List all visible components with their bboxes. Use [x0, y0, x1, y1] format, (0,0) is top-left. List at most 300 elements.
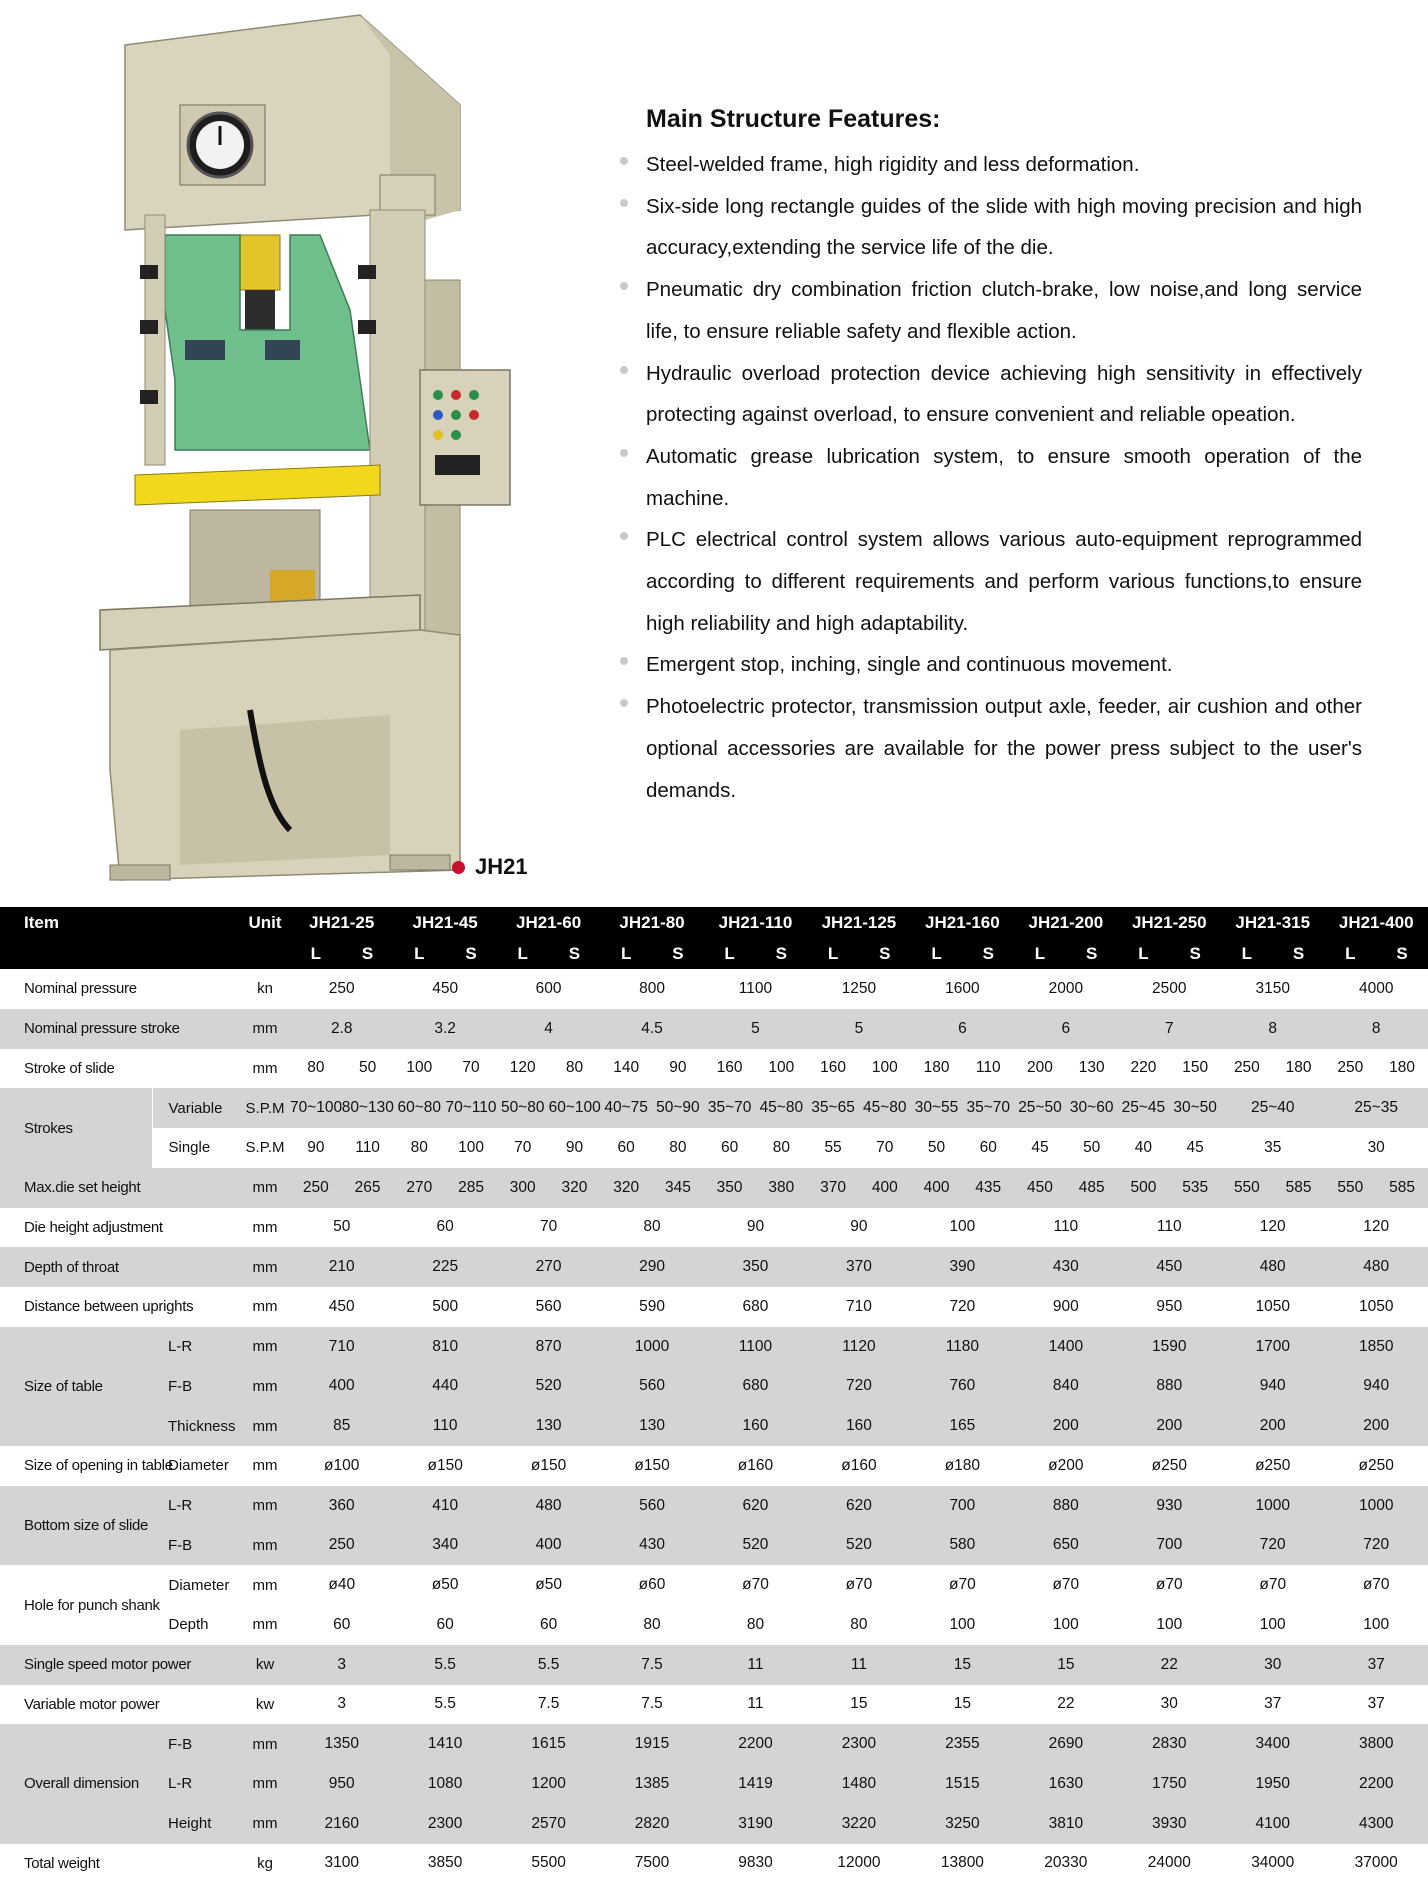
- table-cell: 900: [1052, 1297, 1079, 1315]
- table-cell: 200: [1259, 1417, 1286, 1435]
- header-row-ls: [0, 939, 1428, 969]
- table-cell: 285: [458, 1178, 484, 1196]
- table-cell: 1000: [634, 1337, 670, 1355]
- row-unit: mm: [252, 1815, 278, 1833]
- table-cell: 2830: [1152, 1735, 1187, 1753]
- table-cell: 430: [639, 1536, 665, 1554]
- row-unit: mm: [252, 1338, 278, 1356]
- table-cell: 2690: [1048, 1735, 1084, 1753]
- table-cell: 400: [535, 1536, 562, 1554]
- spec-table-header: [0, 907, 1428, 969]
- feature-item: [620, 519, 1362, 644]
- table-row: [0, 1406, 1428, 1446]
- table-cell: 37000: [1354, 1854, 1398, 1872]
- table-cell: 760: [949, 1377, 976, 1395]
- table-cell: 90: [565, 1138, 584, 1156]
- table-cell: 720: [949, 1297, 976, 1315]
- row-label: Stroke of slide: [24, 1059, 115, 1077]
- table-cell: ø70: [1362, 1576, 1390, 1594]
- table-cell: 5.5: [434, 1695, 456, 1713]
- row-sublabel: L-R: [168, 1497, 193, 1515]
- row-sublabel: Depth: [152, 1605, 240, 1645]
- table-cell: 560: [639, 1496, 665, 1514]
- row-sublabel: Single: [152, 1128, 240, 1168]
- table-cell: 1050: [1358, 1297, 1394, 1315]
- table-cell: 265: [354, 1178, 381, 1196]
- table-cell: 12000: [837, 1854, 881, 1872]
- table-cell: 2570: [531, 1814, 566, 1832]
- header-item: Item: [24, 913, 59, 932]
- table-cell: 250: [1233, 1059, 1260, 1077]
- table-cell: 50: [358, 1059, 377, 1077]
- table-cell: 1000: [1358, 1496, 1394, 1514]
- table-cell: 90: [850, 1218, 868, 1236]
- table-cell: 680: [742, 1377, 769, 1395]
- row-sublabel: Thickness: [168, 1417, 236, 1435]
- table-cell: 710: [328, 1337, 355, 1355]
- table-cell: 7.5: [641, 1695, 663, 1713]
- table-cell: 1600: [945, 979, 980, 997]
- table-cell: 5: [751, 1019, 760, 1037]
- header-model: JH21-160: [925, 913, 1000, 932]
- model-label-text: JH21: [475, 854, 528, 879]
- table-cell: 15: [1057, 1655, 1075, 1673]
- row-unit: mm: [252, 1536, 278, 1554]
- table-cell: ø250: [1358, 1456, 1394, 1474]
- table-cell: 15: [953, 1655, 971, 1673]
- bullet-icon: [620, 157, 628, 165]
- table-cell: 560: [639, 1377, 665, 1395]
- table-cell: 11: [747, 1655, 764, 1673]
- table-cell: 34000: [1251, 1854, 1295, 1872]
- table-cell: 90: [746, 1218, 765, 1236]
- table-cell: 50~80: [500, 1099, 545, 1117]
- table-row: [0, 1446, 1428, 1486]
- header-s: S: [672, 944, 684, 963]
- table-cell: 590: [639, 1297, 665, 1315]
- row-label: Die height adjustment: [24, 1218, 163, 1236]
- table-cell: 3850: [427, 1854, 463, 1872]
- table-cell: 130: [639, 1417, 665, 1435]
- table-cell: 560: [535, 1297, 562, 1315]
- header-unit: Unit: [248, 913, 282, 932]
- feature-item: [620, 144, 1362, 186]
- row-unit: mm: [252, 1377, 278, 1395]
- row-label: Total weight: [24, 1854, 100, 1872]
- table-cell: 100: [871, 1059, 898, 1077]
- table-cell: 37: [1367, 1695, 1385, 1713]
- table-cell: 3250: [945, 1814, 980, 1832]
- table-cell: 30: [1160, 1695, 1178, 1713]
- table-cell: 80: [565, 1059, 584, 1077]
- table-cell: 350: [716, 1178, 743, 1196]
- table-cell: 30~55: [914, 1099, 959, 1117]
- table-cell: 25~45: [1121, 1099, 1166, 1117]
- feature-text: Emergent stop, inching, single and continuous movement.: [646, 653, 1173, 677]
- header-sub: [152, 907, 240, 939]
- table-cell: 100: [1052, 1615, 1079, 1633]
- power-press-image: [90, 10, 570, 890]
- table-cell: 440: [432, 1377, 459, 1395]
- table-cell: 110: [1053, 1218, 1079, 1236]
- table-cell: 1100: [738, 979, 773, 997]
- table-cell: 585: [1389, 1178, 1415, 1196]
- row-unit: mm: [252, 1457, 278, 1475]
- table-cell: 345: [664, 1178, 691, 1196]
- table-cell: 1385: [634, 1774, 670, 1792]
- table-cell: 550: [1337, 1178, 1364, 1196]
- table-cell: 8: [1268, 1019, 1278, 1037]
- table-cell: 700: [949, 1496, 976, 1514]
- table-cell: 840: [1052, 1377, 1079, 1395]
- header-l: L: [724, 944, 735, 963]
- header-model: JH21-315: [1235, 913, 1311, 932]
- header-model: JH21-250: [1131, 913, 1207, 932]
- table-cell: 140: [613, 1059, 640, 1077]
- table-cell: 100: [406, 1059, 433, 1077]
- header-l: L: [931, 944, 942, 963]
- features-title: Main Structure Features:: [646, 105, 941, 133]
- table-cell: 410: [432, 1496, 459, 1514]
- table-cell: ø150: [634, 1456, 670, 1474]
- bullet-icon: [620, 366, 628, 374]
- table-cell: 290: [639, 1258, 665, 1276]
- spec-table: [0, 907, 1428, 1883]
- table-cell: 650: [1052, 1536, 1079, 1554]
- table-cell: 2300: [427, 1814, 463, 1832]
- table-cell: ø70: [949, 1576, 976, 1594]
- table-cell: 30: [1367, 1138, 1385, 1156]
- table-cell: 870: [535, 1337, 562, 1355]
- table-cell: 2500: [1152, 979, 1187, 997]
- table-cell: 250: [328, 979, 355, 997]
- table-cell: 80~130: [341, 1099, 394, 1117]
- table-cell: 930: [1156, 1496, 1183, 1514]
- table-cell: 180: [1285, 1059, 1312, 1077]
- feature-item: [620, 353, 1362, 436]
- header-s: S: [1292, 944, 1305, 963]
- feature-item: [620, 436, 1362, 519]
- table-cell: ø150: [427, 1456, 463, 1474]
- table-cell: 320: [561, 1178, 588, 1196]
- table-cell: 160: [716, 1059, 743, 1077]
- table-cell: 80: [410, 1138, 428, 1156]
- row-sublabel: F-B: [168, 1735, 193, 1753]
- header-l: L: [1138, 944, 1149, 963]
- table-cell: 35~70: [966, 1099, 1011, 1117]
- table-cell: 520: [535, 1377, 562, 1395]
- table-cell: 70: [514, 1138, 532, 1156]
- table-cell: 35~70: [707, 1099, 752, 1117]
- table-cell: 180: [923, 1059, 950, 1077]
- table-cell: 7.5: [537, 1695, 560, 1713]
- bullet-icon: [620, 657, 628, 665]
- header-s: S: [465, 944, 477, 963]
- table-cell: 130: [1078, 1059, 1105, 1077]
- table-cell: 580: [949, 1536, 976, 1554]
- table-cell: ø60: [638, 1576, 666, 1594]
- table-cell: ø250: [1255, 1456, 1291, 1474]
- row-unit: mm: [252, 1775, 278, 1793]
- table-cell: 110: [1156, 1218, 1182, 1236]
- table-cell: 270: [535, 1258, 562, 1276]
- row-sublabel: L-R: [168, 1775, 193, 1793]
- table-cell: 450: [1027, 1178, 1053, 1196]
- table-cell: 3190: [738, 1814, 773, 1832]
- row-unit: mm: [252, 1735, 278, 1753]
- table-cell: 11: [747, 1695, 764, 1713]
- table-cell: 7.5: [641, 1655, 663, 1673]
- table-cell: 15: [850, 1695, 868, 1713]
- header-s: S: [879, 944, 891, 963]
- table-cell: 1400: [1048, 1337, 1084, 1355]
- table-cell: 880: [1156, 1377, 1183, 1395]
- table-cell: 4100: [1255, 1814, 1290, 1832]
- feature-item: [620, 186, 1362, 269]
- table-cell: 700: [1156, 1536, 1183, 1554]
- table-cell: 400: [328, 1377, 355, 1395]
- feature-text: Steel-welded frame, high rigidity and less deformation.: [646, 153, 1140, 176]
- table-row: [0, 1128, 1428, 1168]
- table-cell: 450: [432, 979, 459, 997]
- header-model: JH21-25: [309, 913, 375, 932]
- table-cell: 3800: [1358, 1735, 1394, 1753]
- table-cell: 120: [1259, 1218, 1286, 1236]
- table-cell: 110: [432, 1417, 458, 1435]
- table-cell: 1410: [427, 1735, 463, 1753]
- table-cell: 25~50: [1018, 1099, 1062, 1117]
- row-label: Strokes: [24, 1119, 73, 1137]
- table-cell: 950: [1156, 1297, 1183, 1315]
- table-row: [0, 1764, 1428, 1804]
- table-cell: 1120: [842, 1337, 876, 1355]
- table-cell: 55: [824, 1138, 842, 1156]
- table-cell: 1419: [738, 1774, 773, 1792]
- table-cell: 800: [639, 979, 665, 997]
- row-unit: kw: [255, 1695, 275, 1713]
- feature-item: [620, 644, 1362, 686]
- table-cell: 22: [1057, 1695, 1075, 1713]
- bullet-icon: [620, 699, 628, 707]
- feature-text: Hydraulic overload protection device achieving high sensitivity in effectively protecting against overload, to ensure convenient and reliable opeation.: [646, 361, 1362, 427]
- table-cell: 120: [509, 1059, 536, 1077]
- row-label: Max.die set height: [24, 1179, 141, 1197]
- table-cell: 1615: [531, 1735, 566, 1753]
- row-label: Variable motor power: [24, 1695, 160, 1713]
- row-unit: mm: [252, 1258, 278, 1276]
- table-cell: 1080: [427, 1774, 463, 1792]
- table-cell: 4.5: [641, 1019, 663, 1037]
- row-sublabel: Diameter: [168, 1457, 229, 1475]
- table-cell: 25~35: [1354, 1099, 1398, 1117]
- row-sublabel: Diameter: [152, 1565, 240, 1605]
- header-l: L: [1241, 944, 1253, 963]
- features-section: [620, 105, 1362, 811]
- table-cell: 3100: [324, 1854, 359, 1872]
- table-cell: 3810: [1048, 1814, 1084, 1832]
- table-cell: 40~75: [604, 1099, 648, 1117]
- table-cell: 1590: [1152, 1337, 1187, 1355]
- table-cell: 45~80: [759, 1099, 804, 1117]
- header-blank: [152, 939, 240, 969]
- table-cell: 60: [436, 1615, 454, 1633]
- table-cell: 940: [1259, 1377, 1286, 1395]
- table-row: [0, 1844, 1428, 1884]
- table-cell: 30~50: [1173, 1099, 1217, 1117]
- row-sublabel: L-R: [168, 1338, 193, 1356]
- header-l: L: [1345, 944, 1356, 963]
- row-unit: mm: [252, 1218, 278, 1236]
- feature-item: [620, 686, 1362, 811]
- table-cell: 1050: [1255, 1297, 1290, 1315]
- table-cell: 250: [328, 1536, 355, 1554]
- row-label: Depth of throat: [24, 1258, 119, 1276]
- table-cell: 165: [949, 1417, 976, 1435]
- row-label: Size of opening in table: [24, 1457, 173, 1475]
- table-cell: 320: [613, 1178, 640, 1196]
- row-unit: mm: [252, 1059, 278, 1077]
- table-cell: 60~80: [397, 1099, 442, 1117]
- header-s: S: [1396, 944, 1408, 963]
- table-cell: 3150: [1255, 979, 1290, 997]
- feature-item: [620, 269, 1362, 352]
- table-cell: 3: [337, 1695, 347, 1713]
- table-cell: 600: [535, 979, 562, 997]
- table-cell: 880: [1052, 1496, 1079, 1514]
- table-cell: 60: [720, 1138, 739, 1156]
- table-cell: 90: [307, 1138, 325, 1156]
- table-cell: 1200: [531, 1774, 566, 1792]
- table-cell: 2300: [841, 1735, 877, 1753]
- feature-text: PLC electrical control system allows various auto-equipment reprogrammed according to different requirements and perform various functions,to ensure high reliability and high adaptability.: [646, 528, 1362, 635]
- table-cell: 110: [355, 1138, 380, 1156]
- header-s: S: [1086, 944, 1098, 963]
- row-unit: mm: [252, 1497, 278, 1515]
- table-cell: 300: [509, 1178, 536, 1196]
- table-cell: 520: [742, 1536, 769, 1554]
- table-cell: 435: [975, 1178, 1002, 1196]
- table-cell: 4: [544, 1019, 553, 1037]
- table-cell: 80: [643, 1615, 661, 1633]
- table-cell: 250: [302, 1178, 329, 1196]
- table-row: [0, 1486, 1428, 1526]
- table-cell: 1915: [634, 1735, 670, 1753]
- table-cell: 480: [535, 1496, 562, 1514]
- table-cell: 8: [1371, 1019, 1381, 1037]
- table-row: [0, 969, 1428, 1009]
- table-cell: 80: [307, 1059, 325, 1077]
- table-cell: 60~100: [548, 1099, 601, 1117]
- feature-text: Six-side long rectangle guides of the slide with high moving precision and high accuracy,extending the service life of the die.: [646, 194, 1362, 260]
- row-unit: mm: [252, 1179, 278, 1197]
- table-cell: 200: [1156, 1417, 1183, 1435]
- table-cell: 380: [768, 1178, 795, 1196]
- table-cell: 60: [333, 1615, 351, 1633]
- table-cell: 360: [328, 1496, 355, 1514]
- row-label: Bottom size of slide: [24, 1517, 149, 1534]
- bullet-icon: [620, 199, 628, 207]
- table-cell: 390: [949, 1258, 976, 1276]
- table-cell: 3930: [1152, 1814, 1187, 1832]
- table-cell: 100: [1363, 1615, 1390, 1633]
- table-cell: 2200: [738, 1735, 773, 1753]
- header-s: S: [361, 944, 374, 963]
- bullet-icon: [620, 532, 628, 540]
- table-cell: 25~40: [1250, 1099, 1295, 1117]
- bullet-icon: [620, 282, 628, 290]
- row-unit: mm: [252, 1616, 278, 1634]
- header-l: L: [620, 944, 632, 963]
- table-cell: 100: [949, 1218, 976, 1236]
- bullet-icon: [620, 449, 628, 457]
- row-sublabel: F-B: [168, 1377, 193, 1395]
- table-cell: 2000: [1048, 979, 1084, 997]
- table-cell: 100: [1156, 1615, 1183, 1633]
- table-cell: 450: [1156, 1258, 1183, 1276]
- table-row: [0, 1565, 1428, 1605]
- row-sublabel: F-B: [168, 1536, 193, 1554]
- table-cell: 24000: [1147, 1854, 1191, 1872]
- table-cell: 35~65: [811, 1099, 855, 1117]
- table-row: [0, 1049, 1428, 1089]
- row-label: Nominal pressure stroke: [24, 1020, 180, 1038]
- header-s: S: [775, 944, 787, 963]
- table-cell: 7: [1164, 1019, 1174, 1037]
- table-cell: 225: [432, 1258, 459, 1276]
- table-cell: 585: [1285, 1178, 1312, 1196]
- table-cell: 80: [643, 1218, 661, 1236]
- red-dot-icon: [452, 861, 465, 874]
- row-sublabel: Height: [168, 1815, 212, 1833]
- table-cell: 5.5: [434, 1655, 456, 1673]
- header-s: S: [982, 944, 994, 963]
- table-cell: 80: [772, 1138, 790, 1156]
- row-unit: mm: [252, 1417, 278, 1435]
- header-model: JH21-110: [718, 913, 793, 932]
- table-cell: 50: [333, 1218, 351, 1236]
- table-cell: 250: [1337, 1059, 1364, 1077]
- table-row: [0, 1804, 1428, 1844]
- table-cell: 6: [1061, 1019, 1071, 1037]
- table-cell: ø160: [841, 1456, 877, 1474]
- table-cell: 50: [1083, 1138, 1101, 1156]
- table-cell: 160: [845, 1417, 872, 1435]
- header-l: L: [414, 944, 425, 963]
- table-cell: 1100: [738, 1337, 773, 1355]
- header-l: L: [310, 944, 322, 963]
- table-cell: 160: [820, 1059, 846, 1077]
- table-cell: 1630: [1048, 1774, 1084, 1792]
- table-cell: 480: [1259, 1258, 1286, 1276]
- table-cell: 1480: [841, 1774, 877, 1792]
- table-cell: 680: [742, 1297, 769, 1315]
- feature-text: Pneumatic dry combination friction clutch-brake, low noise,and long service life, to ensure reliable safety and flexible action.: [646, 278, 1362, 343]
- table-cell: 430: [1052, 1258, 1079, 1276]
- table-cell: 2200: [1358, 1774, 1394, 1792]
- table-cell: 45: [1186, 1138, 1204, 1156]
- feature-text: Automatic grease lubrication system, to ensure smooth operation of the machine.: [646, 444, 1362, 510]
- table-cell: 80: [850, 1615, 868, 1633]
- table-cell: 3400: [1255, 1735, 1290, 1753]
- table-cell: 485: [1078, 1178, 1105, 1196]
- table-cell: 35: [1264, 1138, 1282, 1156]
- table-cell: 2.8: [330, 1019, 353, 1037]
- table-cell: 350: [742, 1258, 769, 1276]
- table-cell: 100: [768, 1059, 795, 1077]
- table-cell: 30~60: [1069, 1099, 1114, 1117]
- table-cell: 720: [1363, 1536, 1390, 1554]
- table-cell: 45: [1031, 1138, 1049, 1156]
